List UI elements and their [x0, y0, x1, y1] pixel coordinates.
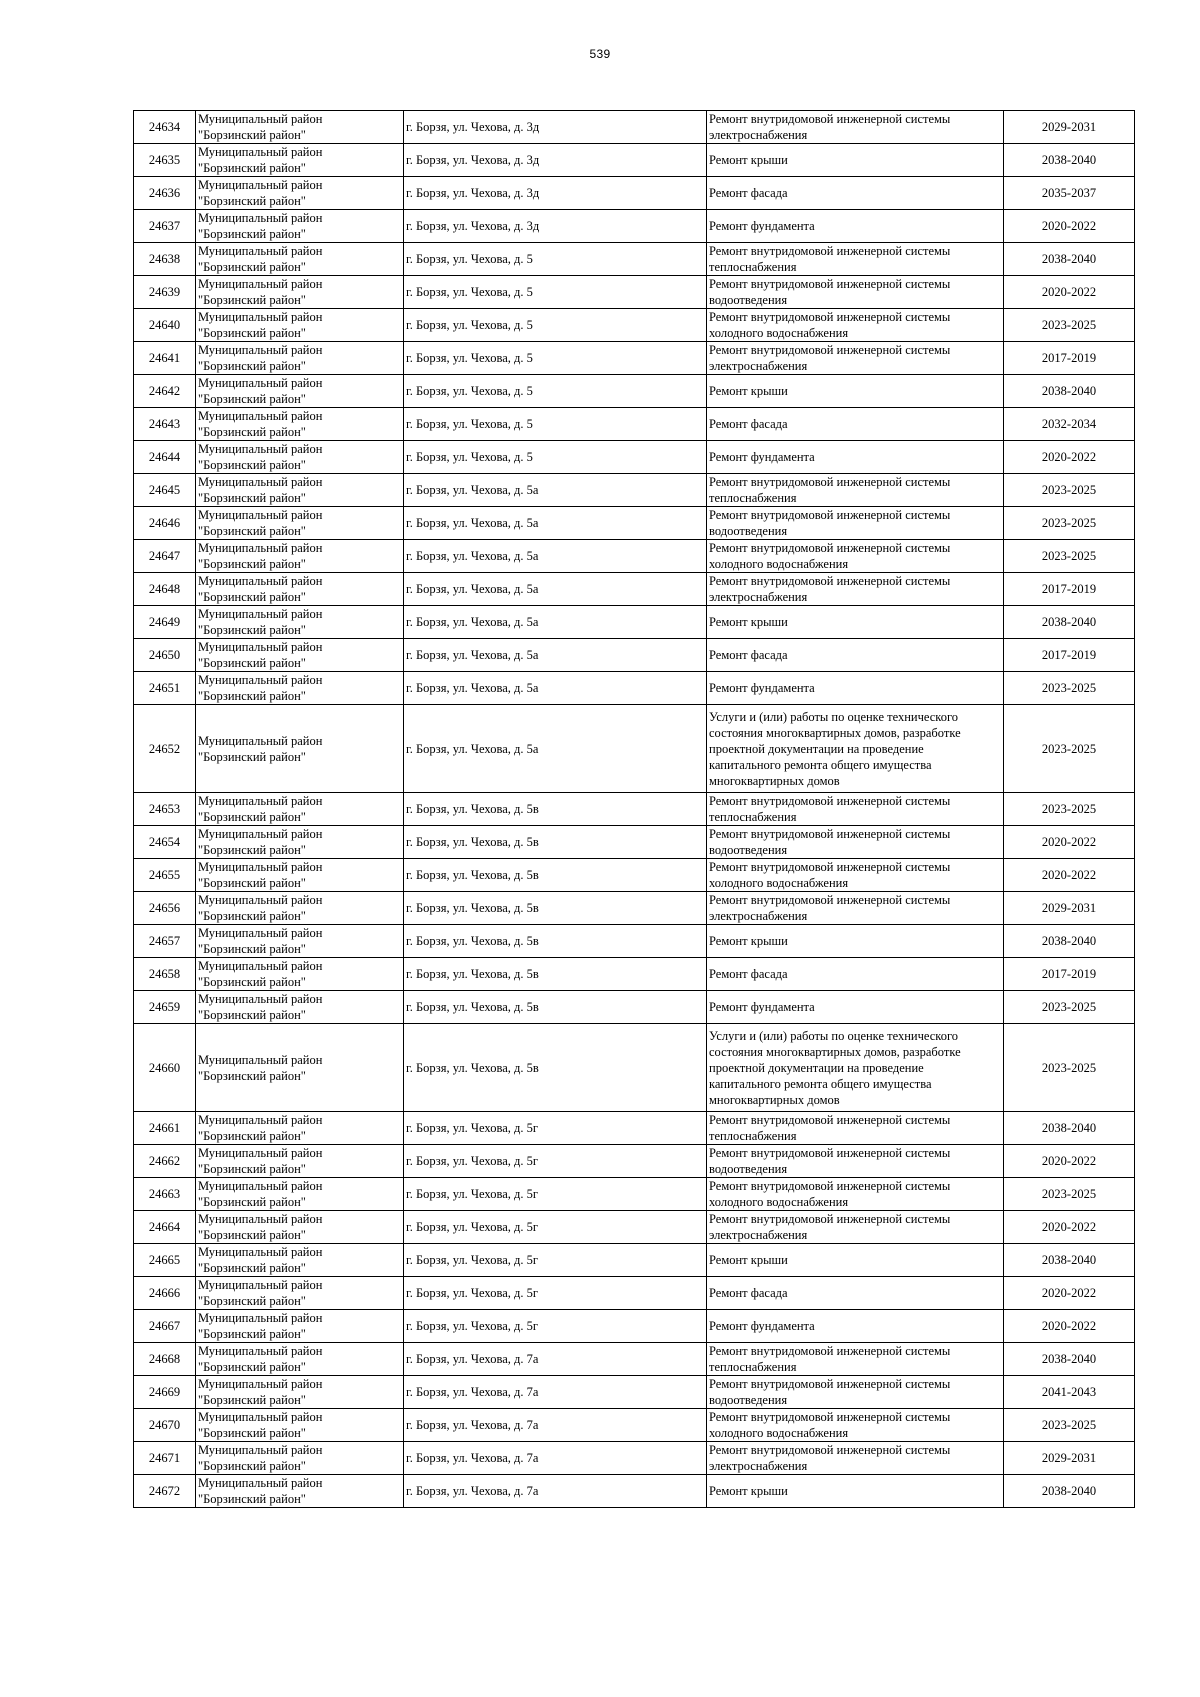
address-cell: г. Борзя, ул. Чехова, д. 7а — [404, 1376, 707, 1409]
period-cell: 2023-2025 — [1004, 474, 1135, 507]
period-cell: 2029-2031 — [1004, 1442, 1135, 1475]
work-type-cell: Ремонт внутридомовой инженерной системы водоотведения — [707, 507, 1004, 540]
period-cell: 2020-2022 — [1004, 1310, 1135, 1343]
table-row — [134, 1024, 1135, 1112]
work-type-cell: Ремонт внутридомовой инженерной системы электроснабжения — [707, 573, 1004, 606]
row-number-cell: 24646 — [134, 507, 196, 540]
address-cell: г. Борзя, ул. Чехова, д. 7а — [404, 1409, 707, 1442]
address-cell: г. Борзя, ул. Чехова, д. 5а — [404, 705, 707, 793]
work-type-cell: Ремонт внутридомовой инженерной системы теплоснабжения — [707, 474, 1004, 507]
district-cell: Муниципальный район "Борзинский район" — [196, 441, 404, 474]
row-number-cell: 24644 — [134, 441, 196, 474]
address-cell: г. Борзя, ул. Чехова, д. 5в — [404, 991, 707, 1024]
period-cell: 2023-2025 — [1004, 793, 1135, 826]
period-cell: 2038-2040 — [1004, 1244, 1135, 1277]
address-cell: г. Борзя, ул. Чехова, д. 7а — [404, 1343, 707, 1376]
address-cell: г. Борзя, ул. Чехова, д. 5г — [404, 1145, 707, 1178]
address-cell: г. Борзя, ул. Чехова, д. 5 — [404, 441, 707, 474]
period-cell: 2023-2025 — [1004, 705, 1135, 793]
table-row — [134, 144, 1135, 177]
period-cell: 2038-2040 — [1004, 1475, 1135, 1508]
work-type-cell: Ремонт фасада — [707, 408, 1004, 441]
address-cell: г. Борзя, ул. Чехова, д. 5г — [404, 1310, 707, 1343]
period-cell: 2020-2022 — [1004, 1211, 1135, 1244]
district-cell: Муниципальный район "Борзинский район" — [196, 1024, 404, 1112]
work-type-cell: Ремонт фундамента — [707, 991, 1004, 1024]
row-number-cell: 24666 — [134, 1277, 196, 1310]
row-number-cell: 24639 — [134, 276, 196, 309]
address-cell: г. Борзя, ул. Чехова, д. 7а — [404, 1442, 707, 1475]
address-cell: г. Борзя, ул. Чехова, д. 3д — [404, 144, 707, 177]
district-cell: Муниципальный район "Борзинский район" — [196, 1178, 404, 1211]
address-cell: г. Борзя, ул. Чехова, д. 5г — [404, 1211, 707, 1244]
row-number-cell: 24660 — [134, 1024, 196, 1112]
period-cell: 2017-2019 — [1004, 573, 1135, 606]
table-row — [134, 243, 1135, 276]
period-cell: 2017-2019 — [1004, 958, 1135, 991]
address-cell: г. Борзя, ул. Чехова, д. 5г — [404, 1244, 707, 1277]
period-cell: 2038-2040 — [1004, 606, 1135, 639]
work-type-cell: Услуги и (или) работы по оценке технического состояния многоквартирных домов, разработке проектной документации на проведение капитального ремонта общего имущества многоквартирных домов — [707, 1024, 1004, 1112]
address-cell: г. Борзя, ул. Чехова, д. 5а — [404, 672, 707, 705]
table-row — [134, 793, 1135, 826]
work-type-cell: Услуги и (или) работы по оценке технического состояния многоквартирных домов, разработке проектной документации на проведение капитального ремонта общего имущества многоквартирных домов — [707, 705, 1004, 793]
work-type-cell: Ремонт внутридомовой инженерной системы холодного водоснабжения — [707, 309, 1004, 342]
address-cell: г. Борзя, ул. Чехова, д. 5г — [404, 1277, 707, 1310]
period-cell: 2020-2022 — [1004, 276, 1135, 309]
address-cell: г. Борзя, ул. Чехова, д. 5в — [404, 826, 707, 859]
work-type-cell: Ремонт внутридомовой инженерной системы холодного водоснабжения — [707, 859, 1004, 892]
period-cell: 2023-2025 — [1004, 1178, 1135, 1211]
row-number-cell: 24662 — [134, 1145, 196, 1178]
work-type-cell: Ремонт фасада — [707, 958, 1004, 991]
address-cell: г. Борзя, ул. Чехова, д. 5а — [404, 639, 707, 672]
district-cell: Муниципальный район "Борзинский район" — [196, 1112, 404, 1145]
row-number-cell: 24664 — [134, 1211, 196, 1244]
address-cell: г. Борзя, ул. Чехова, д. 5в — [404, 892, 707, 925]
district-cell: Муниципальный район "Борзинский район" — [196, 243, 404, 276]
row-number-cell: 24645 — [134, 474, 196, 507]
row-number-cell: 24669 — [134, 1376, 196, 1409]
row-number-cell: 24652 — [134, 705, 196, 793]
period-cell: 2023-2025 — [1004, 507, 1135, 540]
row-number-cell: 24655 — [134, 859, 196, 892]
address-cell: г. Борзя, ул. Чехова, д. 5г — [404, 1178, 707, 1211]
work-type-cell: Ремонт внутридомовой инженерной системы электроснабжения — [707, 1211, 1004, 1244]
period-cell: 2020-2022 — [1004, 1277, 1135, 1310]
district-cell: Муниципальный район "Борзинский район" — [196, 1376, 404, 1409]
address-cell: г. Борзя, ул. Чехова, д. 5в — [404, 1024, 707, 1112]
district-cell: Муниципальный район "Борзинский район" — [196, 606, 404, 639]
row-number-cell: 24649 — [134, 606, 196, 639]
district-cell: Муниципальный район "Борзинский район" — [196, 826, 404, 859]
work-type-cell: Ремонт фундамента — [707, 1310, 1004, 1343]
address-cell: г. Борзя, ул. Чехова, д. 3д — [404, 177, 707, 210]
address-cell: г. Борзя, ул. Чехова, д. 5в — [404, 793, 707, 826]
period-cell: 2029-2031 — [1004, 111, 1135, 144]
district-cell: Муниципальный район "Борзинский район" — [196, 1343, 404, 1376]
district-cell: Муниципальный район "Борзинский район" — [196, 1310, 404, 1343]
work-type-cell: Ремонт внутридомовой инженерной системы электроснабжения — [707, 342, 1004, 375]
row-number-cell: 24672 — [134, 1475, 196, 1508]
work-type-cell: Ремонт крыши — [707, 925, 1004, 958]
table-row — [134, 309, 1135, 342]
district-cell: Муниципальный район "Борзинский район" — [196, 859, 404, 892]
table-row — [134, 1211, 1135, 1244]
table-row — [134, 925, 1135, 958]
work-type-cell: Ремонт крыши — [707, 375, 1004, 408]
table-row — [134, 859, 1135, 892]
table-row — [134, 111, 1135, 144]
table-row — [134, 177, 1135, 210]
work-type-cell: Ремонт фундамента — [707, 672, 1004, 705]
row-number-cell: 24651 — [134, 672, 196, 705]
address-cell: г. Борзя, ул. Чехова, д. 3д — [404, 111, 707, 144]
district-cell: Муниципальный район "Борзинский район" — [196, 111, 404, 144]
period-cell: 2020-2022 — [1004, 826, 1135, 859]
work-type-cell: Ремонт внутридомовой инженерной системы водоотведения — [707, 1376, 1004, 1409]
work-type-cell: Ремонт внутридомовой инженерной системы электроснабжения — [707, 111, 1004, 144]
row-number-cell: 24667 — [134, 1310, 196, 1343]
row-number-cell: 24656 — [134, 892, 196, 925]
table-row — [134, 1343, 1135, 1376]
table-row — [134, 991, 1135, 1024]
district-cell: Муниципальный район "Борзинский район" — [196, 375, 404, 408]
district-cell: Муниципальный район "Борзинский район" — [196, 177, 404, 210]
table-row — [134, 1409, 1135, 1442]
address-cell: г. Борзя, ул. Чехова, д. 5в — [404, 958, 707, 991]
table-row — [134, 639, 1135, 672]
table-row — [134, 892, 1135, 925]
district-cell: Муниципальный район "Борзинский район" — [196, 958, 404, 991]
address-cell: г. Борзя, ул. Чехова, д. 5 — [404, 309, 707, 342]
work-type-cell: Ремонт внутридомовой инженерной системы водоотведения — [707, 276, 1004, 309]
row-number-cell: 24641 — [134, 342, 196, 375]
row-number-cell: 24647 — [134, 540, 196, 573]
work-type-cell: Ремонт внутридомовой инженерной системы теплоснабжения — [707, 243, 1004, 276]
table-row — [134, 342, 1135, 375]
table-row — [134, 1310, 1135, 1343]
table-row — [134, 540, 1135, 573]
district-cell: Муниципальный район "Борзинский район" — [196, 672, 404, 705]
row-number-cell: 24670 — [134, 1409, 196, 1442]
row-number-cell: 24648 — [134, 573, 196, 606]
table-row — [134, 1244, 1135, 1277]
row-number-cell: 24663 — [134, 1178, 196, 1211]
address-cell: г. Борзя, ул. Чехова, д. 5а — [404, 573, 707, 606]
row-number-cell: 24642 — [134, 375, 196, 408]
district-cell: Муниципальный район "Борзинский район" — [196, 1442, 404, 1475]
table-row — [134, 958, 1135, 991]
table-row — [134, 441, 1135, 474]
period-cell: 2035-2037 — [1004, 177, 1135, 210]
row-number-cell: 24661 — [134, 1112, 196, 1145]
table-row — [134, 1475, 1135, 1508]
period-cell: 2041-2043 — [1004, 1376, 1135, 1409]
work-type-cell: Ремонт фасада — [707, 1277, 1004, 1310]
row-number-cell: 24637 — [134, 210, 196, 243]
period-cell: 2038-2040 — [1004, 375, 1135, 408]
row-number-cell: 24638 — [134, 243, 196, 276]
repair-schedule-table — [133, 110, 1135, 1508]
district-cell: Муниципальный район "Борзинский район" — [196, 1211, 404, 1244]
table-row — [134, 408, 1135, 441]
period-cell: 2023-2025 — [1004, 309, 1135, 342]
work-type-cell: Ремонт крыши — [707, 1244, 1004, 1277]
row-number-cell: 24665 — [134, 1244, 196, 1277]
table-row — [134, 1376, 1135, 1409]
work-type-cell: Ремонт внутридомовой инженерной системы холодного водоснабжения — [707, 1178, 1004, 1211]
district-cell: Муниципальный район "Борзинский район" — [196, 474, 404, 507]
address-cell: г. Борзя, ул. Чехова, д. 3д — [404, 210, 707, 243]
period-cell: 2038-2040 — [1004, 925, 1135, 958]
row-number-cell: 24643 — [134, 408, 196, 441]
table-row — [134, 375, 1135, 408]
address-cell: г. Борзя, ул. Чехова, д. 5 — [404, 276, 707, 309]
address-cell: г. Борзя, ул. Чехова, д. 5а — [404, 606, 707, 639]
address-cell: г. Борзя, ул. Чехова, д. 5а — [404, 474, 707, 507]
work-type-cell: Ремонт фасада — [707, 639, 1004, 672]
period-cell: 2038-2040 — [1004, 243, 1135, 276]
table-row — [134, 210, 1135, 243]
district-cell: Муниципальный район "Борзинский район" — [196, 1409, 404, 1442]
table-row — [134, 1145, 1135, 1178]
address-cell: г. Борзя, ул. Чехова, д. 5в — [404, 859, 707, 892]
district-cell: Муниципальный район "Борзинский район" — [196, 408, 404, 441]
district-cell: Муниципальный район "Борзинский район" — [196, 276, 404, 309]
row-number-cell: 24650 — [134, 639, 196, 672]
period-cell: 2017-2019 — [1004, 342, 1135, 375]
period-cell: 2023-2025 — [1004, 540, 1135, 573]
row-number-cell: 24635 — [134, 144, 196, 177]
district-cell: Муниципальный район "Борзинский район" — [196, 309, 404, 342]
period-cell: 2023-2025 — [1004, 672, 1135, 705]
work-type-cell: Ремонт внутридомовой инженерной системы холодного водоснабжения — [707, 1409, 1004, 1442]
address-cell: г. Борзя, ул. Чехова, д. 5 — [404, 342, 707, 375]
table-row — [134, 1178, 1135, 1211]
table-row — [134, 672, 1135, 705]
period-cell: 2029-2031 — [1004, 892, 1135, 925]
page-number: 539 — [589, 47, 611, 61]
table-body — [134, 111, 1135, 1508]
row-number-cell: 24657 — [134, 925, 196, 958]
work-type-cell: Ремонт крыши — [707, 606, 1004, 639]
table-row — [134, 1277, 1135, 1310]
row-number-cell: 24640 — [134, 309, 196, 342]
address-cell: г. Борзя, ул. Чехова, д. 5 — [404, 243, 707, 276]
period-cell: 2020-2022 — [1004, 859, 1135, 892]
period-cell: 2017-2019 — [1004, 639, 1135, 672]
work-type-cell: Ремонт внутридомовой инженерной системы водоотведения — [707, 1145, 1004, 1178]
row-number-cell: 24671 — [134, 1442, 196, 1475]
work-type-cell: Ремонт внутридомовой инженерной системы водоотведения — [707, 826, 1004, 859]
work-type-cell: Ремонт фундамента — [707, 210, 1004, 243]
district-cell: Муниципальный район "Борзинский район" — [196, 210, 404, 243]
district-cell: Муниципальный район "Борзинский район" — [196, 925, 404, 958]
period-cell: 2038-2040 — [1004, 1343, 1135, 1376]
period-cell: 2038-2040 — [1004, 144, 1135, 177]
district-cell: Муниципальный район "Борзинский район" — [196, 342, 404, 375]
table-row — [134, 1442, 1135, 1475]
work-type-cell: Ремонт крыши — [707, 144, 1004, 177]
district-cell: Муниципальный район "Борзинский район" — [196, 705, 404, 793]
district-cell: Муниципальный район "Борзинский район" — [196, 507, 404, 540]
district-cell: Муниципальный район "Борзинский район" — [196, 639, 404, 672]
address-cell: г. Борзя, ул. Чехова, д. 5 — [404, 408, 707, 441]
district-cell: Муниципальный район "Борзинский район" — [196, 793, 404, 826]
period-cell: 2020-2022 — [1004, 441, 1135, 474]
work-type-cell: Ремонт внутридомовой инженерной системы теплоснабжения — [707, 1112, 1004, 1145]
work-type-cell: Ремонт крыши — [707, 1475, 1004, 1508]
work-type-cell: Ремонт фундамента — [707, 441, 1004, 474]
district-cell: Муниципальный район "Борзинский район" — [196, 540, 404, 573]
address-cell: г. Борзя, ул. Чехова, д. 5в — [404, 925, 707, 958]
row-number-cell: 24658 — [134, 958, 196, 991]
district-cell: Муниципальный район "Борзинский район" — [196, 1145, 404, 1178]
district-cell: Муниципальный район "Борзинский район" — [196, 991, 404, 1024]
district-cell: Муниципальный район "Борзинский район" — [196, 892, 404, 925]
table-row — [134, 606, 1135, 639]
district-cell: Муниципальный район "Борзинский район" — [196, 1277, 404, 1310]
table-row — [134, 826, 1135, 859]
period-cell: 2023-2025 — [1004, 1409, 1135, 1442]
address-cell: г. Борзя, ул. Чехова, д. 5 — [404, 375, 707, 408]
address-cell: г. Борзя, ул. Чехова, д. 7а — [404, 1475, 707, 1508]
table-row — [134, 573, 1135, 606]
table-row — [134, 276, 1135, 309]
work-type-cell: Ремонт внутридомовой инженерной системы электроснабжения — [707, 892, 1004, 925]
address-cell: г. Борзя, ул. Чехова, д. 5г — [404, 1112, 707, 1145]
district-cell: Муниципальный район "Борзинский район" — [196, 1244, 404, 1277]
period-cell: 2020-2022 — [1004, 210, 1135, 243]
period-cell: 2020-2022 — [1004, 1145, 1135, 1178]
row-number-cell: 24654 — [134, 826, 196, 859]
district-cell: Муниципальный район "Борзинский район" — [196, 573, 404, 606]
table-row — [134, 507, 1135, 540]
row-number-cell: 24668 — [134, 1343, 196, 1376]
row-number-cell: 24659 — [134, 991, 196, 1024]
work-type-cell: Ремонт внутридомовой инженерной системы теплоснабжения — [707, 1343, 1004, 1376]
row-number-cell: 24653 — [134, 793, 196, 826]
period-cell: 2023-2025 — [1004, 991, 1135, 1024]
work-type-cell: Ремонт внутридомовой инженерной системы холодного водоснабжения — [707, 540, 1004, 573]
work-type-cell: Ремонт фасада — [707, 177, 1004, 210]
table-row — [134, 1112, 1135, 1145]
work-type-cell: Ремонт внутридомовой инженерной системы электроснабжения — [707, 1442, 1004, 1475]
work-type-cell: Ремонт внутридомовой инженерной системы теплоснабжения — [707, 793, 1004, 826]
district-cell: Муниципальный район "Борзинский район" — [196, 144, 404, 177]
row-number-cell: 24636 — [134, 177, 196, 210]
table-row — [134, 474, 1135, 507]
address-cell: г. Борзя, ул. Чехова, д. 5а — [404, 540, 707, 573]
period-cell: 2038-2040 — [1004, 1112, 1135, 1145]
table-row — [134, 705, 1135, 793]
district-cell: Муниципальный район "Борзинский район" — [196, 1475, 404, 1508]
period-cell: 2032-2034 — [1004, 408, 1135, 441]
row-number-cell: 24634 — [134, 111, 196, 144]
address-cell: г. Борзя, ул. Чехова, д. 5а — [404, 507, 707, 540]
period-cell: 2023-2025 — [1004, 1024, 1135, 1112]
